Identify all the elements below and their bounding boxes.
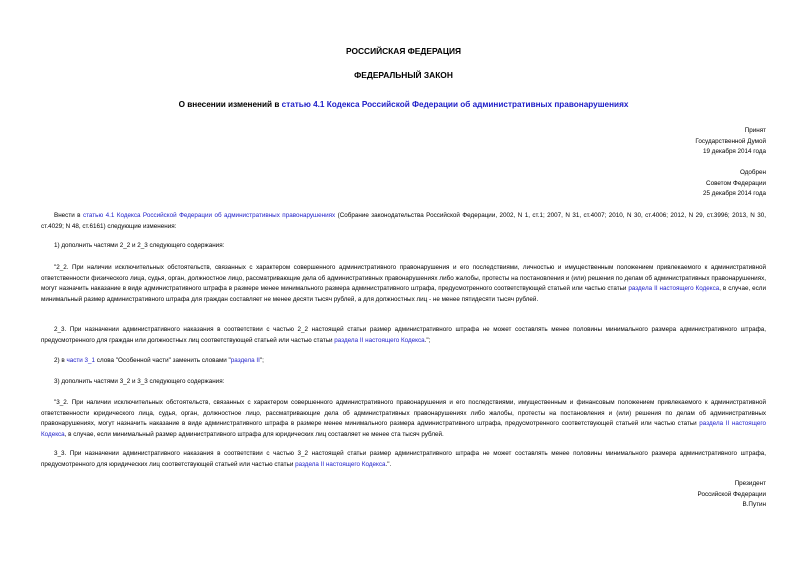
item-2-text-b: слова "Особенной части" заменить словами " xyxy=(95,357,231,364)
intro-link[interactable]: статью 4.1 Кодекса Российской Федерации об административных правонарушениях xyxy=(82,212,336,219)
part-2-3-paragraph xyxy=(41,325,766,346)
approved-line-2: Советом Федерации xyxy=(706,179,766,187)
part-2-2-paragraph xyxy=(41,263,766,305)
adopted-line-3: 19 декабря 2014 года xyxy=(703,148,766,155)
approved-line-1: Одобрен xyxy=(739,169,766,176)
item-2-link-2[interactable]: раздела II xyxy=(230,357,260,364)
adopted-line-2: Государственной Думой xyxy=(695,137,766,145)
approved-block xyxy=(703,168,766,200)
adopted-line-1: Принят xyxy=(744,127,766,134)
part-3-3-text-a: 3_3. При назначении административного наказания в соответствии с частью 3_2 настоящей статьи размер административного штрафа не может составлять менее половины минимального размера административного штрафа, предусмотренного для юридических лиц соответствующей статьей или частью статьи xyxy=(41,450,766,468)
intro-prefix: Внести в xyxy=(54,212,83,219)
law-type-heading: ФЕДЕРАЛЬНЫЙ ЗАКОН xyxy=(354,70,453,80)
item-2 xyxy=(41,356,766,367)
part-2-3-text-a: 2_3. При назначении административного наказания в соответствии с частью 2_2 настоящей статьи размер административного штрафа не может составлять менее половины минимального размера административного штрафа, предусмотренного для граждан или должностных лиц соответствующей статьей или частью статьи xyxy=(41,326,766,344)
signature-line-1: Президент xyxy=(734,480,766,487)
item-2-text-a: 2) в xyxy=(54,357,67,364)
law-title-link[interactable]: статью 4.1 Кодекса Российской Федерации об административных правонарушениях xyxy=(281,100,629,109)
approved-line-3: 25 декабря 2014 года xyxy=(703,190,766,197)
part-2-3-text-b: ."; xyxy=(424,336,431,344)
part-2-2-text-b: , в случае, если минимальный размер административного штрафа для граждан составляет не менее десяти тысяч рублей, а для должностных лиц - не менее пятидесяти тысяч рублей. xyxy=(41,285,766,303)
item-3-text: 3) дополнить частями 3_2 и 3_3 следующего содержания: xyxy=(54,378,225,385)
signature-line-2: Российской Федерации xyxy=(697,490,766,498)
part-2-2-text-a: "2_2. При наличии исключительных обстоятельств, связанных с характером совершенного административного правонарушения и его последствиями, личностью и имущественным положением привлекаемого к административной ответственности физического лица, судья, орган, должностное лицо, рассматривающие дела об административных правонарушениях либо жалобы, протесты на постановления и (или) решения по делам об административных правонарушениях, могут назначить наказание в виде административного штрафа в размере менее минимального размера административного штрафа, предусмотренного соответствующей статьей или частью статьи xyxy=(41,264,766,292)
country-heading: РОССИЙСКАЯ ФЕДЕРАЦИЯ xyxy=(345,46,462,56)
part-3-2-paragraph xyxy=(41,398,766,440)
adopted-block xyxy=(695,126,766,158)
item-2-text-c: "; xyxy=(259,357,264,364)
part-3-3-paragraph xyxy=(41,449,766,470)
part-2-2-link[interactable]: раздела II настоящего Кодекса xyxy=(628,285,720,292)
signature-line-3: В.Путин xyxy=(742,501,766,508)
part-3-2-link[interactable]: раздела II настоящего Кодекса xyxy=(41,420,766,438)
signature-block xyxy=(698,479,766,511)
part-2-3-link[interactable]: раздела II настоящего Кодекса xyxy=(334,336,425,344)
part-3-2-text-b: , в случае, если минимальный размер административного штрафа для юридических лиц составляет не менее ста тысяч рублей. xyxy=(64,430,444,438)
part-3-2-text-a: "3_2. При наличии исключительных обстоятельств, связанных с характером совершенного административного правонарушения и его последствиями, имущественным и финансовым положением привлекаемого к административной ответственности юридического лица, судья, орган, должностное лицо, рассматривающие дела об административных правонарушениях либо жалобы, протесты на постановления и (или) решения по делам об административных правонарушениях, могут назначить наказание в виде административного штрафа в размере менее минимального размера административного штрафа, предусмотренного соответствующей статьей или частью статьи xyxy=(41,399,766,427)
intro-paragraph xyxy=(41,211,766,232)
law-title-prefix: О внесении изменений в xyxy=(178,100,282,109)
law-title xyxy=(0,100,807,109)
item-2-link[interactable]: части 3_1 xyxy=(66,357,96,364)
item-3 xyxy=(41,377,766,388)
item-1-text: 1) дополнить частями 2_2 и 2_3 следующего содержания: xyxy=(54,242,225,249)
part-3-3-link[interactable]: раздела II настоящего Кодекса xyxy=(295,460,386,468)
part-3-3-text-b: .". xyxy=(385,460,392,468)
intro-suffix: (Собрание законодательства Российской Федерации, 2002, N 1, ст.1; 2007, N 31, ст.4007; 2010, N 30, ст.4006; 2012, N 29, ст.3996; 2013, N 30, ст.4029; N 48, ст.6161) следующие изменения: xyxy=(41,212,766,230)
item-1 xyxy=(41,241,766,252)
